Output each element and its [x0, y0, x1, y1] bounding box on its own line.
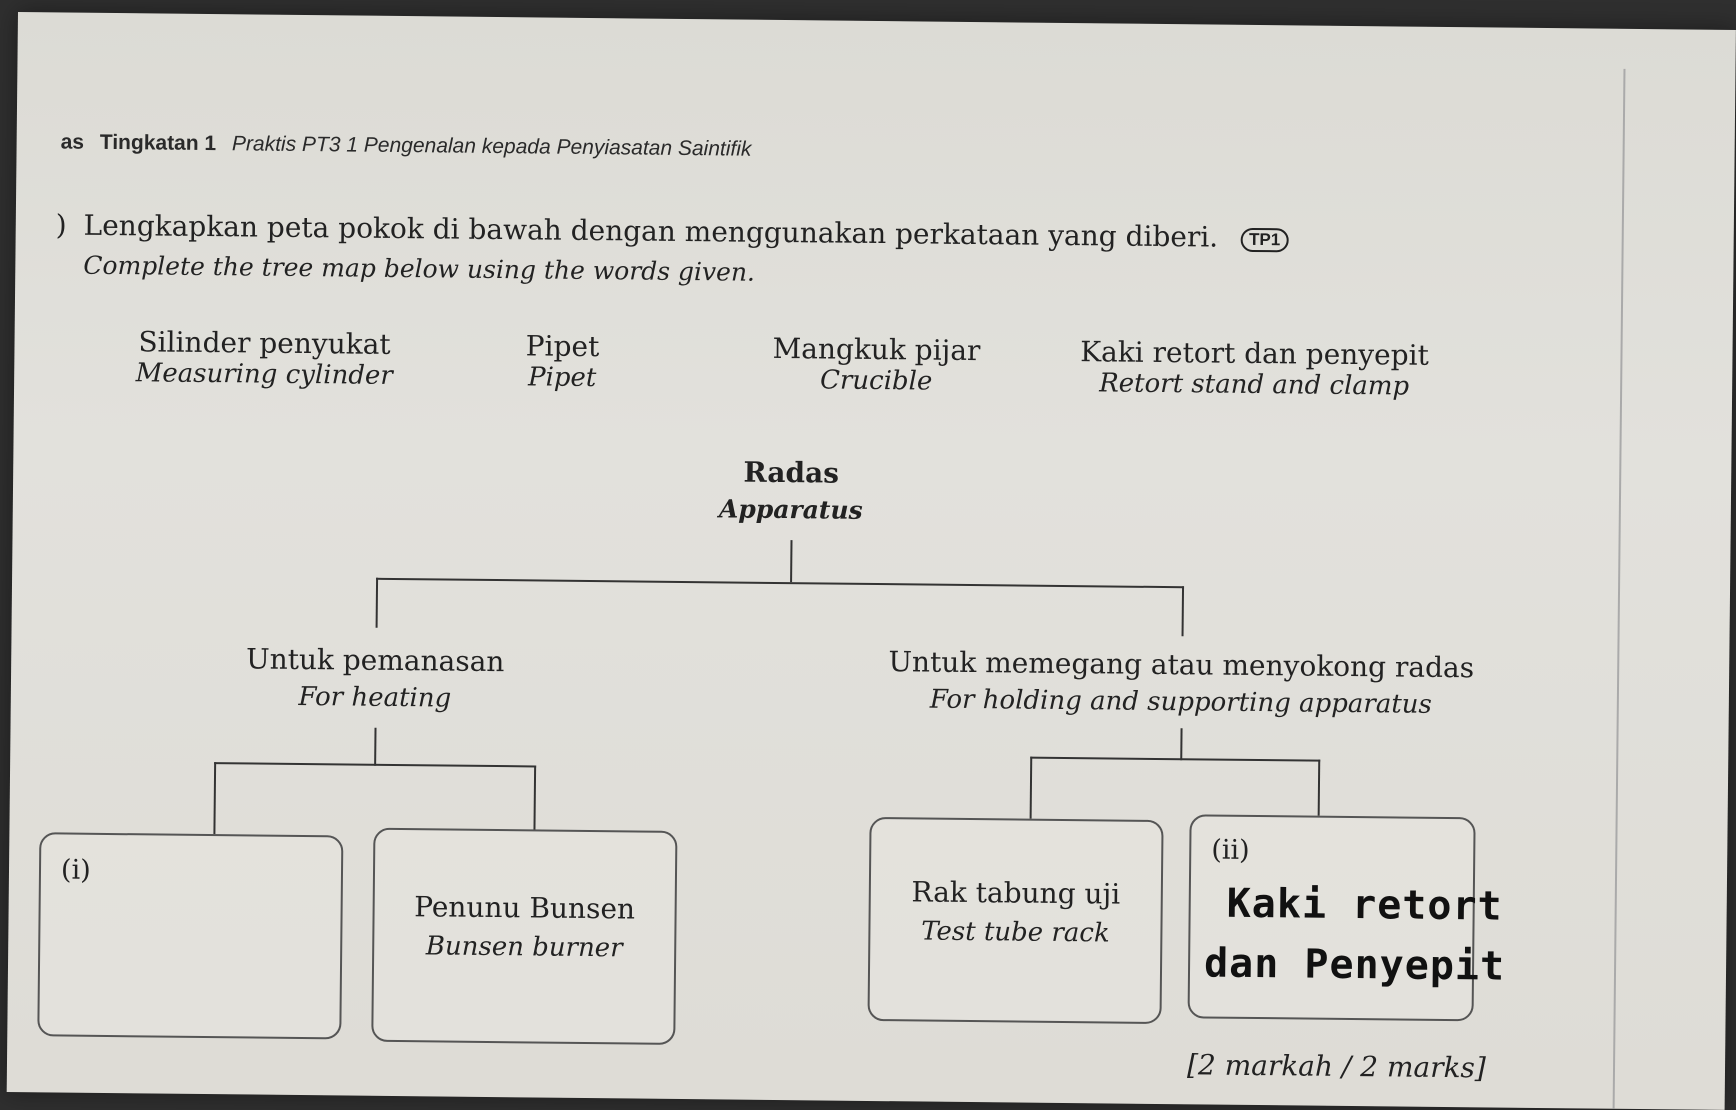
header-chapter: Praktis PT3 1 Pengenalan kepada Penyiasatan Saintifik: [231, 132, 752, 161]
rack-en: Test tube rack: [921, 916, 1110, 949]
connector-level1: [376, 578, 1184, 588]
connector-right-split: [1030, 757, 1320, 762]
question-number: ): [55, 208, 67, 242]
box-bunsen-burner: [371, 828, 677, 1045]
answer-label-i: (i): [60, 854, 91, 886]
word-option-3: Mangkuk pijar Crucible: [772, 331, 981, 397]
box-test-tube-rack: [867, 817, 1163, 1024]
connector-right-a: [1030, 757, 1033, 819]
question-text-ms: Lengkapkan peta pokok di bawah dengan menggunakan perkataan yang diberi.: [83, 208, 1219, 254]
connector-right-drop: [1182, 586, 1185, 636]
question-english: Complete the tree map below using the words given.: [83, 250, 756, 287]
word-option-4: Kaki retort dan penyepit Retort stand and clamp: [1080, 335, 1429, 402]
answer-label-ii: (ii): [1211, 834, 1250, 866]
connector-left-drop: [376, 578, 379, 628]
branch-heating: Untuk pemanasan For heating: [245, 642, 505, 714]
level-badge: TP1: [1241, 227, 1288, 251]
answer-box-ii: [1188, 814, 1506, 1021]
connector-root: [790, 540, 792, 582]
marks-label: [2 markah / 2 marks]: [1186, 1048, 1487, 1085]
rack-ms: Rak tabung uji: [911, 875, 1121, 911]
bunsen-en: Bunsen burner: [425, 931, 623, 964]
word-option-1: Silinder penyukat Measuring cylinder: [135, 325, 393, 391]
connector-left-split: [214, 762, 536, 767]
header-form: Tingkatan 1: [99, 130, 217, 156]
connector-right-sub: [1180, 728, 1182, 760]
connector-left-b: [533, 765, 536, 829]
connector-right-b: [1318, 760, 1321, 816]
page-fold-line: [1613, 69, 1626, 1109]
connector-left-sub: [374, 728, 376, 766]
handwritten-line-1: Kaki retort: [1226, 880, 1503, 930]
header-prefix: as: [60, 130, 85, 154]
worksheet-page: [7, 12, 1736, 1110]
handwritten-line-2: dan Penyepit: [1203, 940, 1506, 990]
answer-box-i: [37, 832, 343, 1039]
branch-holding: Untuk memegang atau menyokong radas For holding and supporting apparatus: [888, 645, 1475, 720]
bunsen-ms: Penunu Bunsen: [414, 890, 636, 926]
question-malay: [56, 208, 1289, 254]
connector-left-a: [213, 762, 216, 834]
tree-root: Radas Apparatus: [718, 455, 863, 525]
page-header: [61, 130, 752, 161]
word-option-2: Pipet Pipet: [525, 329, 600, 394]
